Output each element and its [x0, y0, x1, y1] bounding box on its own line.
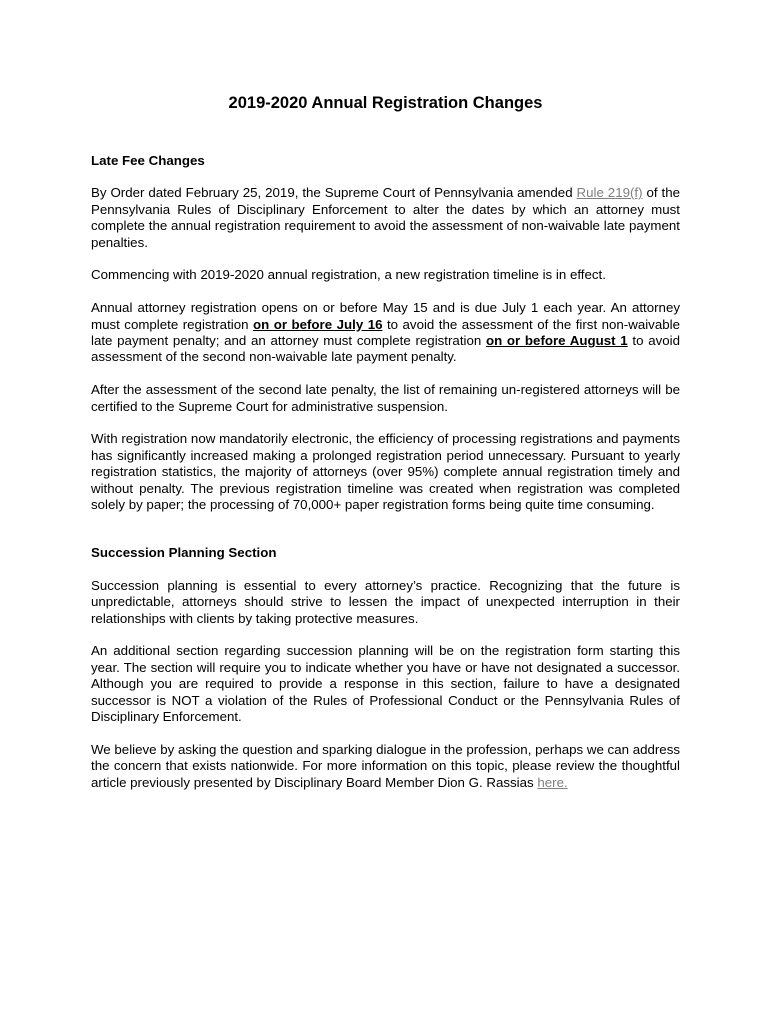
late-fee-p1-text-after: of the Pennsylvania Rules of Disciplinary Enforcement to alter the dates by which an attorney must complete the annual registration requirement to avoid the assessment of non-waivable late payment penalties. — [91, 185, 680, 250]
deadline-july-16: on or before July 16 — [252, 316, 383, 332]
late-fee-paragraph-5: With registration now mandatorily electronic, the efficiency of processing registrations and payments has significantly increased making a prolonged registration period unnecessary. Pursuant to yearly registration statistics, the majority of attorneys (over 95%) complete annual registration timely and without penalty. The previous registration timeline was created when registration was completed solely by paper; the processing of 70,000+ paper registration forms being quite time consuming. — [91, 431, 680, 513]
succession-paragraph-2: An additional section regarding succession planning will be on the registration form starting this year. The section will require you to indicate whether you have or have not designated a successor. Although you are required to provide a response in this section, failure to have a designated successor is NOT a violation of the Rules of Professional Conduct or the Pennsylvania Rules of Disciplinary Enforcement. — [91, 643, 680, 725]
late-fee-paragraph-1 — [91, 185, 680, 251]
late-fee-p3-part-2: to avoid the assessment of the first non-waivable late payment penalty; and an attorney must complete registration — [91, 316, 680, 349]
late-fee-paragraph-4: After the assessment of the second late penalty, the list of remaining un-registered attorneys will be certified to the Supreme Court for administrative suspension. — [91, 382, 680, 414]
article-here-link[interactable]: here. — [537, 774, 568, 790]
deadline-august-1: on or before August 1 — [485, 333, 628, 349]
document-page — [91, 92, 680, 808]
succession-heading: Succession Planning Section — [91, 545, 277, 561]
succession-paragraph-1: Succession planning is essential to every attorney’s practice. Recognizing that the future is unpredictable, attorneys should strive to lessen the impact of unexpected interruption in their relationships with clients by taking protective measures. — [91, 577, 680, 626]
rule-219f-link[interactable]: Rule 219(f) — [576, 185, 643, 201]
late-fee-p1-text-before: By Order dated February 25, 2019, the Supreme Court of Pennsylvania amended — [91, 185, 577, 201]
late-fee-p3-part-1: Annual attorney registration opens on or before May 15 and is due July 1 each year. An attorney must complete registration — [91, 300, 680, 332]
succession-paragraph-3 — [91, 742, 680, 791]
late-fee-paragraph-3 — [91, 300, 680, 366]
late-fee-heading: Late Fee Changes — [91, 153, 205, 168]
succession-p3-text: We believe by asking the question and sparking dialogue in the profession, perhaps we can address the concern that exists nationwide. For more information on this topic, please review the thoughtful article previously presented by Disciplinary Board Member Dion G. Rassias — [91, 741, 680, 790]
late-fee-p3-part-3: to avoid assessment of the second non-waivable late payment penalty. — [91, 333, 680, 365]
late-fee-paragraph-2: Commencing with 2019-2020 annual registration, a new registration timeline is in effect. — [91, 267, 606, 283]
page-title: 2019-2020 Annual Registration Changes — [228, 94, 543, 112]
